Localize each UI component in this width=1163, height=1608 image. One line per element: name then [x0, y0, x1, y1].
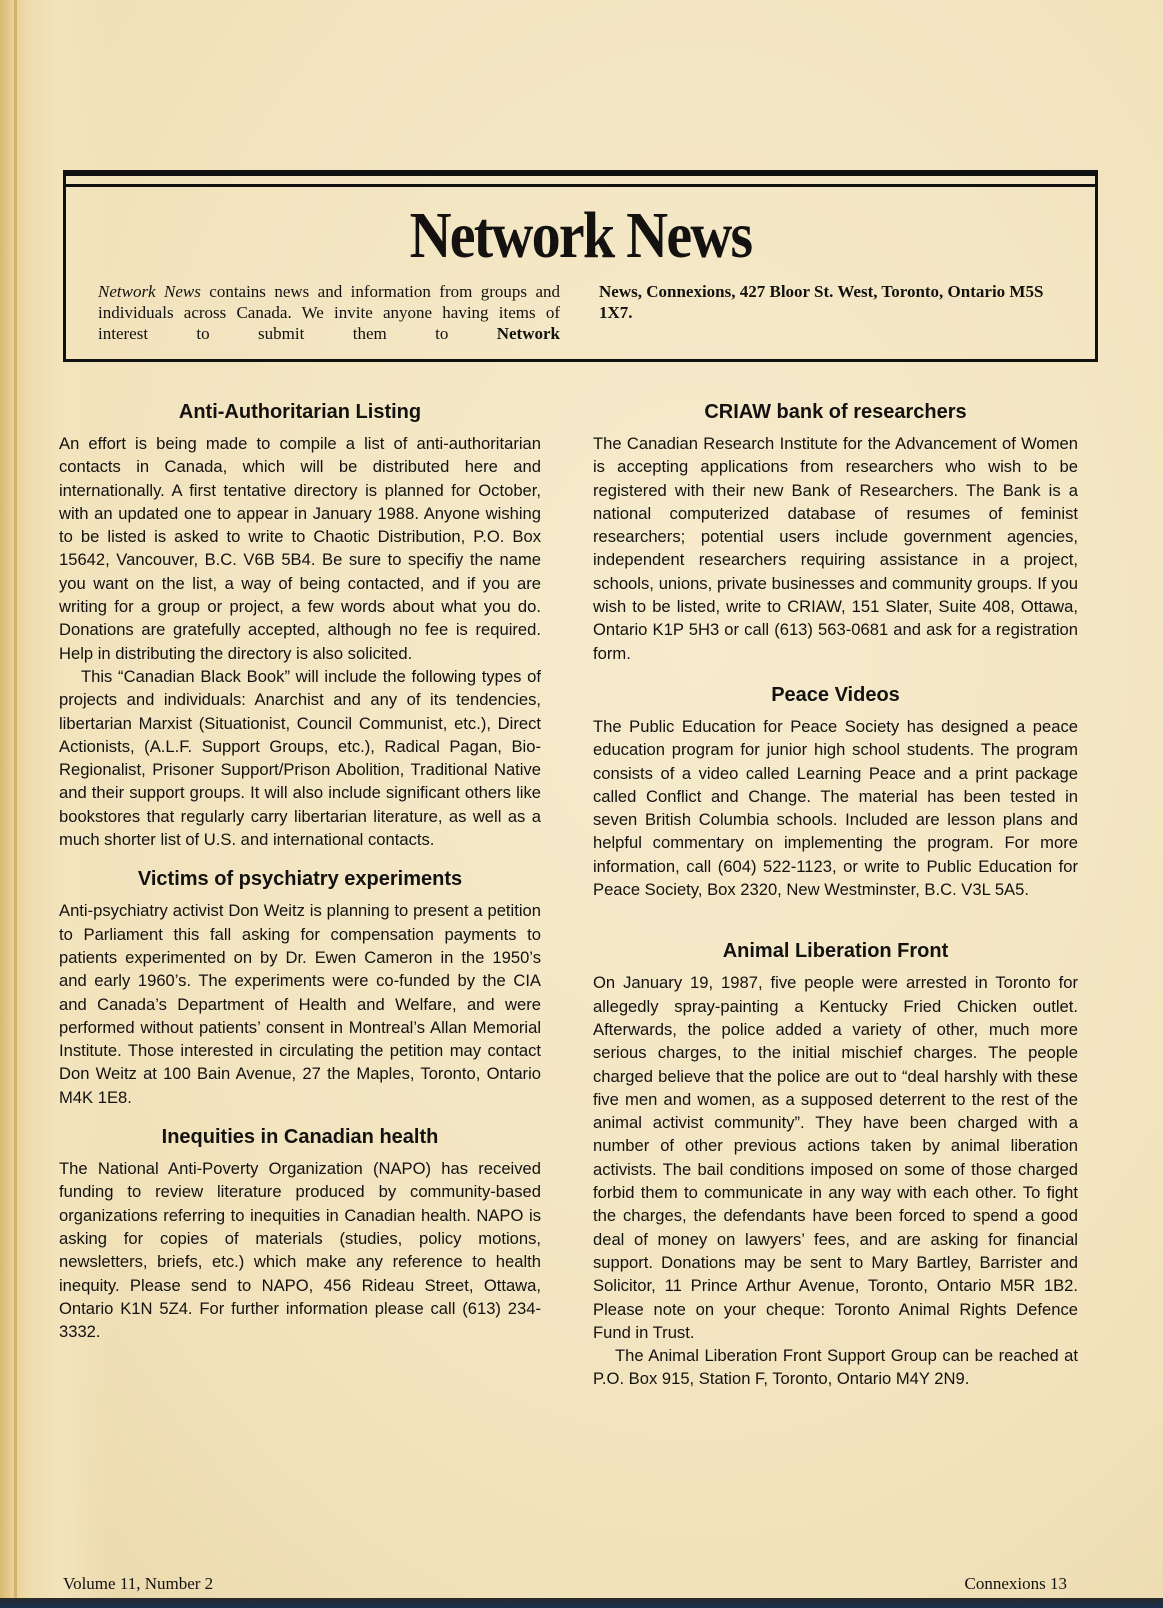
page-spine-shadow	[14, 0, 17, 1608]
article-heading: CRIAW bank of researchers	[704, 401, 967, 423]
article-heading: Anti-Authoritarian Listing	[178, 401, 422, 423]
article-paragraph: Anti-psychiatry activist Don Weitz is planning to present a petition to Parliament this fall asking for compensation payments to patients experimented on by Dr. Ewen Cameron in the 1950’s and early 1960’s. The experiments were co-funded by the CIA and Canada’s Department of Health and Welfare, and were performed without patients’ consent in Montreal’s Allan Memorial Institute. Those interested in circulating the petition may contact Don Weitz at 100 Bain Avenue, 27 the Maples, Toronto, Ontario M4K 1E8.	[59, 901, 541, 1107]
left-column	[59, 400, 541, 1343]
article-inequities-in-health	[59, 1125, 541, 1343]
article-paragraph: The Animal Liberation Front Support Group can be reached at P.O. Box 915, Station F, Toronto, Ontario M4Y 2N9.	[593, 1346, 1078, 1389]
masthead-intro-left	[98, 281, 560, 344]
article-heading: Peace Videos	[771, 683, 900, 706]
intro-italic-title: Network News	[98, 282, 201, 301]
article-paragraph: The National Anti-Poverty Organization (NAPO) has received funding to review literature produced by community-based organizations referring to inequities in Canadian health. NAPO is asking for copies of materials (studies, policy motions, newsletters, briefs, etc.) which make any reference to health inequity. Please send to NAPO, 456 Rideau Street, Ottawa, Ontario K1N 5Z4. For further information please call (613) 234-3332.	[59, 1159, 541, 1342]
page-bottom-edge	[0, 1598, 1163, 1608]
article-animal-liberation-front	[593, 939, 1078, 1390]
article-heading: Victims of psychiatry experiments	[137, 868, 463, 891]
article-paragraph: The Canadian Research Institute for the Advancement of Women is accepting applications from researchers who wish to be registered with their new Bank of Researchers. The Bank is a national computerized database of resumes of feminist researchers; potential users include government agencies, independent researchers requiring assistance in a project, schools, unions, private businesses and community groups. If you wish to be listed, write to CRIAW, 151 Slater, Suite 408, Ottawa, Ontario K1P 5H3 or call (613) 563-0681 and ask for a registration form.	[593, 434, 1078, 663]
masthead-rule	[66, 184, 1095, 187]
article-victims-of-psychiatry	[59, 867, 541, 1109]
article-heading: Animal Liberation Front	[722, 940, 949, 963]
footer-page-number: Connexions 13	[964, 1574, 1067, 1593]
intro-text: contains news and information from groups and individuals across Canada. We invite anyone having items of interest to submit them to	[98, 282, 560, 343]
article-paragraph: The Public Education for Peace Society has designed a peace education program for junior high school students. The program consists of a video called Learning Peace and a print package called Conflict and Change. The material has been tested in seven British Columbia schools. Included are lesson plans and helpful commentary on implementing the program. For more information, call (604) 522-1123, or write to Public Education for Peace Society, Box 2320, New Westminster, B.C. V3L 5A5.	[593, 716, 1078, 900]
page-title: Network News	[409, 199, 752, 272]
masthead-intro-right: News, Connexions, 427 Bloor St. West, Toronto, Ontario M5S 1X7.	[599, 282, 1044, 322]
article-criaw-bank	[593, 400, 1078, 665]
article-anti-authoritarian-listing	[59, 400, 541, 851]
article-paragraph: An effort is being made to compile a list of anti-authoritarian contacts in Canada, which will be distributed here and internationally. A first tentative directory is planned for October, with an updated one to appear in January 1988. Anyone wishing to be listed is asked to write to Chaotic Distribution, P.O. Box 15642, Vancouver, B.C. V6B 5B4. Be sure to specifiy the name you want on the list, a way of being contacted, and if you are writing for a group or project, a few words about what you do. Donations are gratefully accepted, although no fee is required. Help in distributing the directory is also solicited.	[59, 434, 541, 663]
intro-bold-text: Network	[496, 324, 560, 343]
footer-volume: Volume 11, Number 2	[63, 1574, 214, 1593]
masthead-box	[63, 170, 1098, 362]
article-heading: Inequities in Canadian health	[161, 1126, 439, 1149]
article-peace-videos	[593, 683, 1078, 901]
article-paragraph: On January 19, 1987, five people were arrested in Toronto for allegedly spray-painting a Kentucky Fried Chicken outlet. Afterwards, the police added a variety of other, much more serious charges, to the initial mischief charges. The people charged believe that the police are out to “deal harshly with these five men and women, as a supposed deterrent to the rest of the animal activist community”. They have been charged with a number of other previous actions taken by animal liberation activists. The bail conditions imposed on some of those charged forbid them to communicate in any way with each other. To fight the charges, the defendants have been forced to spend a good deal of money on lawyers’ fees, and are asking for financial support. Donations may be sent to Mary Bartley, Barrister and Solicitor, 11 Prince Arthur Avenue, Toronto, Ontario M5R 1B2. Please note on your cheque: Toronto Animal Rights Defence Fund in Trust.	[593, 973, 1078, 1342]
right-column	[593, 400, 1078, 1391]
article-paragraph: This “Canadian Black Book” will include the following types of projects and individuals: Anarchist and any of its tendencies, libertarian Marxist (Situationist, Council Communist, etc.), Direct Actionists, (A.L.F. Support Groups, etc.), Radical Pagan, Bio-Regionalist, Prisoner Support/Prison Abolition, Traditional Native and their support groups. It will also include significant others like bookstores that regularly carry libertarian literature, as well as a much shorter list of U.S. and international contacts.	[59, 666, 541, 850]
